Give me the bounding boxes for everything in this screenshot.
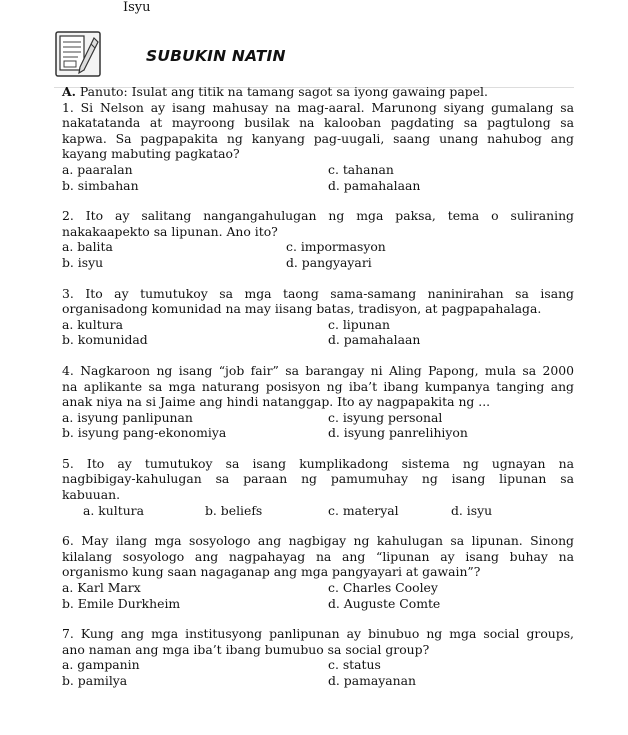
question-line: na aplikante sa mga naturang posisyon ng iba’t ibang kumpanya tanging ang [62,378,574,394]
option-a[interactable]: a. kultura [62,316,123,332]
question-line: nakakaapekto sa lipunan. Ano ito? [62,223,278,239]
option-a[interactable]: a. paaralan [62,161,133,177]
instructions-text: Panuto: Isulat ang titik na tamang sagot sa iyong gawaing papel. [79,84,488,99]
question-line: ano naman ang mga iba’t ibang bumubuo sa social group? [62,641,430,657]
question-4 [62,363,574,441]
answer-options [62,657,574,688]
question-7 [62,626,574,688]
option-c[interactable]: c. isyung personal [328,409,443,425]
option-a[interactable]: a. isyung panlipunan [62,409,193,425]
answer-options [62,410,574,441]
question-line: organisadong komunidad na may iisang batas, tradisyon, at pagpapahalaga. [62,301,542,317]
answer-options [62,580,574,611]
option-b[interactable]: b. beliefs [205,502,263,518]
question-line: kayang mabuting pagkatao? [62,146,240,162]
page-header-label: Isyu [123,0,151,15]
question-line: nakatatanda at mayroong busilak na kalooban pagdating sa pagtulong sa [62,115,574,131]
question-line: 7. Kung ang mga institusyong panlipunan ay binubuo ng mga social groups, [62,626,574,642]
question-line: nagbibigay-kahulugan sa paraan ng pamumuhay ng isang lipunan sa [62,471,574,487]
option-c[interactable]: c. impormasyon [286,239,386,255]
question-2 [62,208,574,270]
notebook-pencil-icon [54,30,102,78]
option-b[interactable]: b. isyung pang-ekonomiya [62,425,227,441]
option-d[interactable]: d. isyu [451,502,493,518]
question-line: kabuuan. [62,487,121,503]
question-line: organismo kung saan nagaganap ang mga pangyayari at gawain”? [62,564,481,580]
question-line: 6. May ilang mga sosyologo ang nagbigay ng kahulugan sa lipunan. Sinong [62,533,574,549]
question-5 [62,456,574,518]
option-b[interactable]: b. Emile Durkheim [62,595,181,611]
option-a[interactable]: a. gampanin [62,657,140,673]
option-b[interactable]: b. simbahan [62,177,139,193]
answer-options [62,162,574,193]
option-b[interactable]: b. komunidad [62,332,148,348]
answer-options [62,317,574,348]
option-b[interactable]: b. pamilya [62,673,128,688]
question-6 [62,533,574,611]
option-d[interactable]: d. pangyayari [286,254,372,270]
option-d[interactable]: d. isyung panrelihiyon [328,425,468,441]
section-title: SUBUKIN NATIN [146,47,286,65]
option-c[interactable]: c. tahanan [328,161,394,177]
question-1 [62,100,574,194]
instructions [62,84,574,100]
option-a[interactable]: a. Karl Marx [62,580,141,596]
question-line: 5. Ito ay tumutukoy sa isang kumplikadong sistema ng ugnayan na [62,455,574,471]
option-a[interactable]: a. kultura [83,502,144,518]
quiz-content [62,84,574,689]
question-line: anak niya na si Jaime ang hindi natanggap. Ito ay nagpapakita ng ... [62,394,491,410]
instructions-label: A. [62,84,76,99]
answer-options [62,239,574,270]
option-d[interactable]: d. pamahalaan [328,332,421,348]
section-banner [54,30,574,88]
question-line: kilalang sosyologo ang nagpahayag na ang “lipunan ay isang buhay na [62,548,574,564]
option-c[interactable]: c. materyal [328,502,399,518]
answer-options [62,503,574,519]
question-line: 2. Ito ay salitang nangangahulugan ng mga paksa, tema o suliraning [62,208,574,224]
question-3 [62,286,574,348]
option-d[interactable]: d. Auguste Comte [328,595,441,611]
question-line: 1. Si Nelson ay isang mahusay na mag-aaral. Marunong siyang gumalang sa [62,99,574,115]
option-c[interactable]: c. lipunan [328,316,391,332]
option-a[interactable]: a. balita [62,239,113,255]
option-b[interactable]: b. isyu [62,254,104,270]
option-c[interactable]: c. status [328,657,381,673]
option-d[interactable]: d. pamahalaan [328,177,421,193]
question-line: 4. Nagkaroon ng isang “job fair” sa barangay ni Aling Papong, mula sa 2000 [62,362,574,378]
question-line: 3. Ito ay tumutukoy sa mga taong sama-samang naninirahan sa isang [62,285,574,301]
question-line: kapwa. Sa pagpapakita ng kanyang pag-uugali, saang unang nahubog ang [62,130,574,146]
option-d[interactable]: d. pamayanan [328,673,416,688]
option-c[interactable]: c. Charles Cooley [328,580,438,596]
